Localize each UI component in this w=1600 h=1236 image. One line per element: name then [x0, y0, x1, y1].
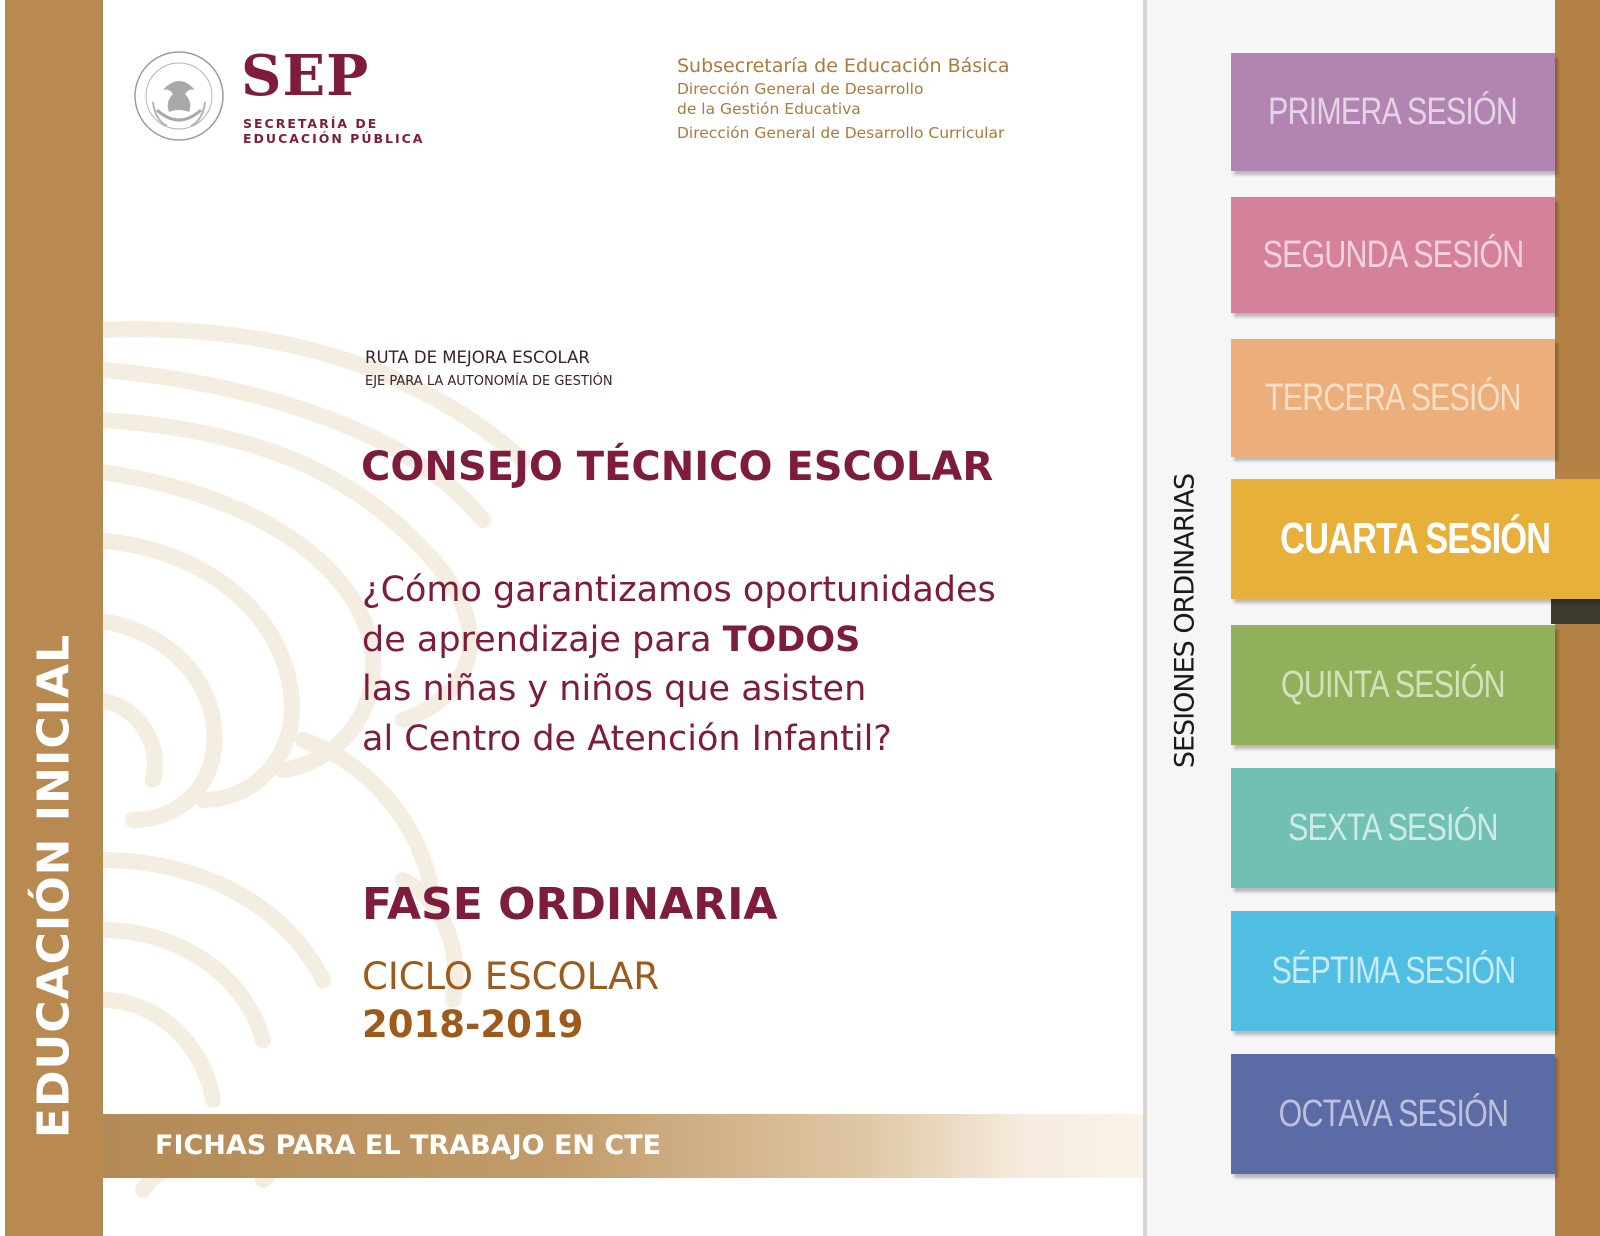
cycle-years: 2018-2019: [362, 1003, 584, 1046]
tab-label: SEXTA SESIÓN: [1288, 806, 1498, 849]
tab-label: TERCERA SESIÓN: [1265, 376, 1521, 419]
tab-primera-sesion[interactable]: [1231, 53, 1555, 171]
tab-cuarta-sesion[interactable]: [1231, 479, 1600, 599]
question-line-2: [362, 620, 860, 660]
header-direccion-1: Dirección General de Desarrollo: [677, 80, 924, 98]
tab-label: QUINTA SESIÓN: [1281, 663, 1505, 706]
ruta-label: RUTA DE MEJORA ESCOLAR: [365, 348, 590, 367]
sep-logo-line2: EDUCACIÓN PÚBLICA: [243, 131, 425, 146]
eje-label: EJE PARA LA AUTONOMÍA DE GESTIÓN: [365, 374, 613, 389]
footer-banner: [103, 1114, 1230, 1178]
level-label: EDUCACIÓN INICIAL: [28, 633, 80, 1139]
document-title: CONSEJO TÉCNICO ESCOLAR: [361, 444, 994, 490]
question-line-3: las niñas y niños que asisten: [362, 669, 867, 709]
footer-banner-text: FICHAS PARA EL TRABAJO EN CTE: [155, 1130, 662, 1161]
tab-quinta-sesion[interactable]: [1231, 625, 1555, 745]
left-side-band: [5, 0, 103, 1236]
tab-label: PRIMERA SESIÓN: [1268, 90, 1518, 133]
question-line-4: al Centro de Atención Infantil?: [362, 719, 892, 759]
sessions-panel: [1143, 0, 1555, 1236]
cover-main: [103, 0, 1143, 1236]
tab-tercera-sesion[interactable]: [1231, 339, 1555, 457]
active-tab-notch: [1551, 598, 1600, 624]
tab-label: OCTAVA SESIÓN: [1278, 1092, 1508, 1135]
sep-logo-line1: SECRETARÍA DE: [243, 116, 379, 131]
phase-title: FASE ORDINARIA: [362, 879, 778, 930]
question-line-1: ¿Cómo garantizamos oportunidades: [362, 570, 996, 610]
sessions-group-label: SESIONES ORDINARIAS: [1169, 473, 1201, 769]
tab-octava-sesion[interactable]: [1231, 1054, 1555, 1174]
header-subsecretaria: Subsecretaría de Educación Básica: [677, 55, 1010, 77]
national-seal-icon: [133, 50, 225, 142]
tab-label: SEGUNDA SESIÓN: [1262, 233, 1524, 276]
tab-septima-sesion[interactable]: [1231, 911, 1555, 1031]
question-emphasis: TODOS: [722, 620, 861, 660]
eagle-watermark-icon: [103, 0, 663, 1236]
tab-label: CUARTA SESIÓN: [1280, 514, 1551, 563]
tab-segunda-sesion[interactable]: [1231, 197, 1555, 313]
tab-sexta-sesion[interactable]: [1231, 768, 1555, 888]
header-direccion-3: Dirección General de Desarrollo Curricular: [677, 124, 1005, 142]
header-direccion-2: de la Gestión Educativa: [677, 100, 861, 118]
sep-logo-text: SEP: [241, 43, 370, 109]
cycle-label: CICLO ESCOLAR: [362, 955, 660, 998]
tab-label: SÉPTIMA SESIÓN: [1271, 949, 1515, 992]
question-line-2-text: de aprendizaje para: [362, 620, 723, 660]
